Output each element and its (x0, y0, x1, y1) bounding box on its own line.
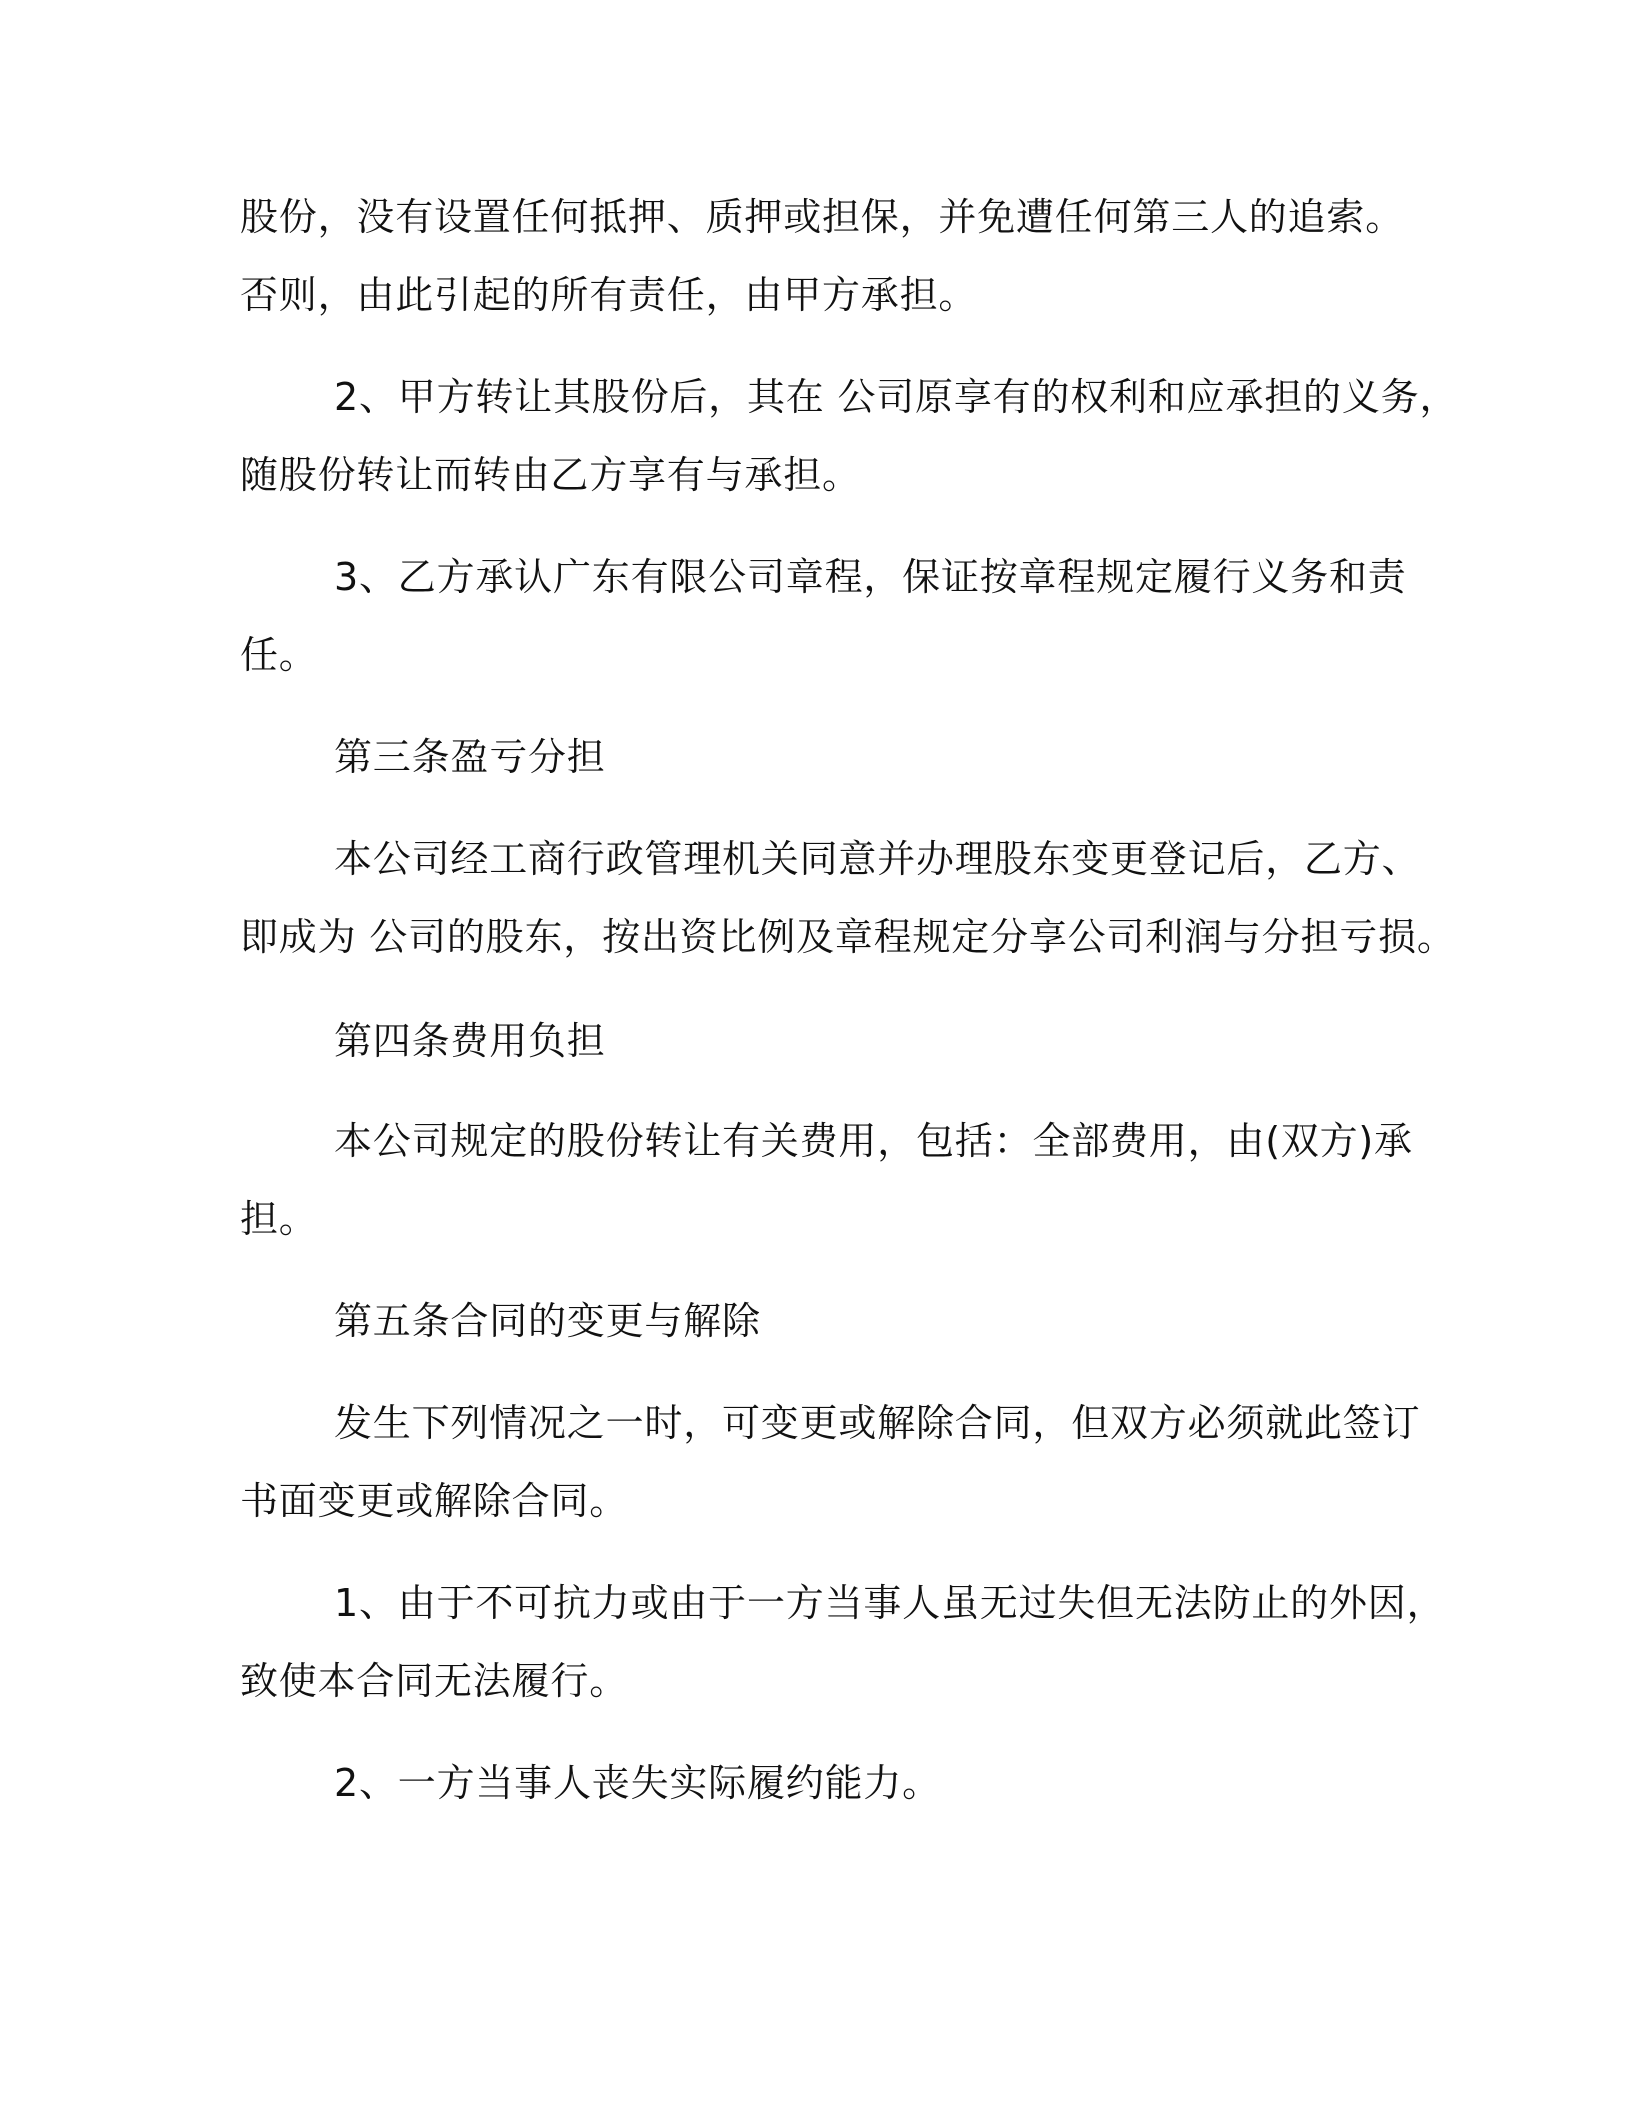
text-line-17: 致使本合同无法履行。 (240, 1659, 629, 1703)
text-line-9: 即成为 公司的股东，按出资比例及章程规定分享公司利润与分担亏损。 (240, 915, 1456, 959)
text-line-14: 发生下列情况之一时，可变更或解除合同，但双方必须就此签订 (334, 1401, 1421, 1445)
text-line-4: 随股份转让而转由乙方享有与承担。 (240, 453, 861, 497)
text-line-2: 否则，由此引起的所有责任，由甲方承担。 (240, 273, 978, 317)
text-line-15: 书面变更或解除合同。 (240, 1479, 629, 1523)
text-line-3: 2、甲方转让其股份后，其在 公司原享有的权利和应承担的义务， (334, 375, 1459, 419)
section-heading-3: 第三条盈亏分担 (334, 735, 606, 779)
text-line-18: 2、一方当事人丧失实际履约能力。 (334, 1761, 941, 1805)
text-line-1: 股份，没有设置任何抵押、质押或担保，并免遭任何第三人的追索。 (240, 195, 1405, 239)
text-line-16: 1、由于不可抗力或由于一方当事人虽无过失但无法防止的外因， (334, 1581, 1446, 1625)
text-line-6: 任。 (240, 633, 318, 677)
text-line-11: 本公司规定的股份转让有关费用，包括：全部费用，由(双方)承 (334, 1119, 1413, 1163)
section-heading-5: 第五条合同的变更与解除 (334, 1299, 761, 1343)
section-heading-4: 第四条费用负担 (334, 1019, 606, 1063)
text-line-12: 担。 (240, 1197, 318, 1241)
text-line-8: 本公司经工商行政管理机关同意并办理股东变更登记后，乙方、 (334, 837, 1421, 881)
text-line-5: 3、乙方承认广东有限公司章程，保证按章程规定履行义务和责 (334, 555, 1407, 599)
